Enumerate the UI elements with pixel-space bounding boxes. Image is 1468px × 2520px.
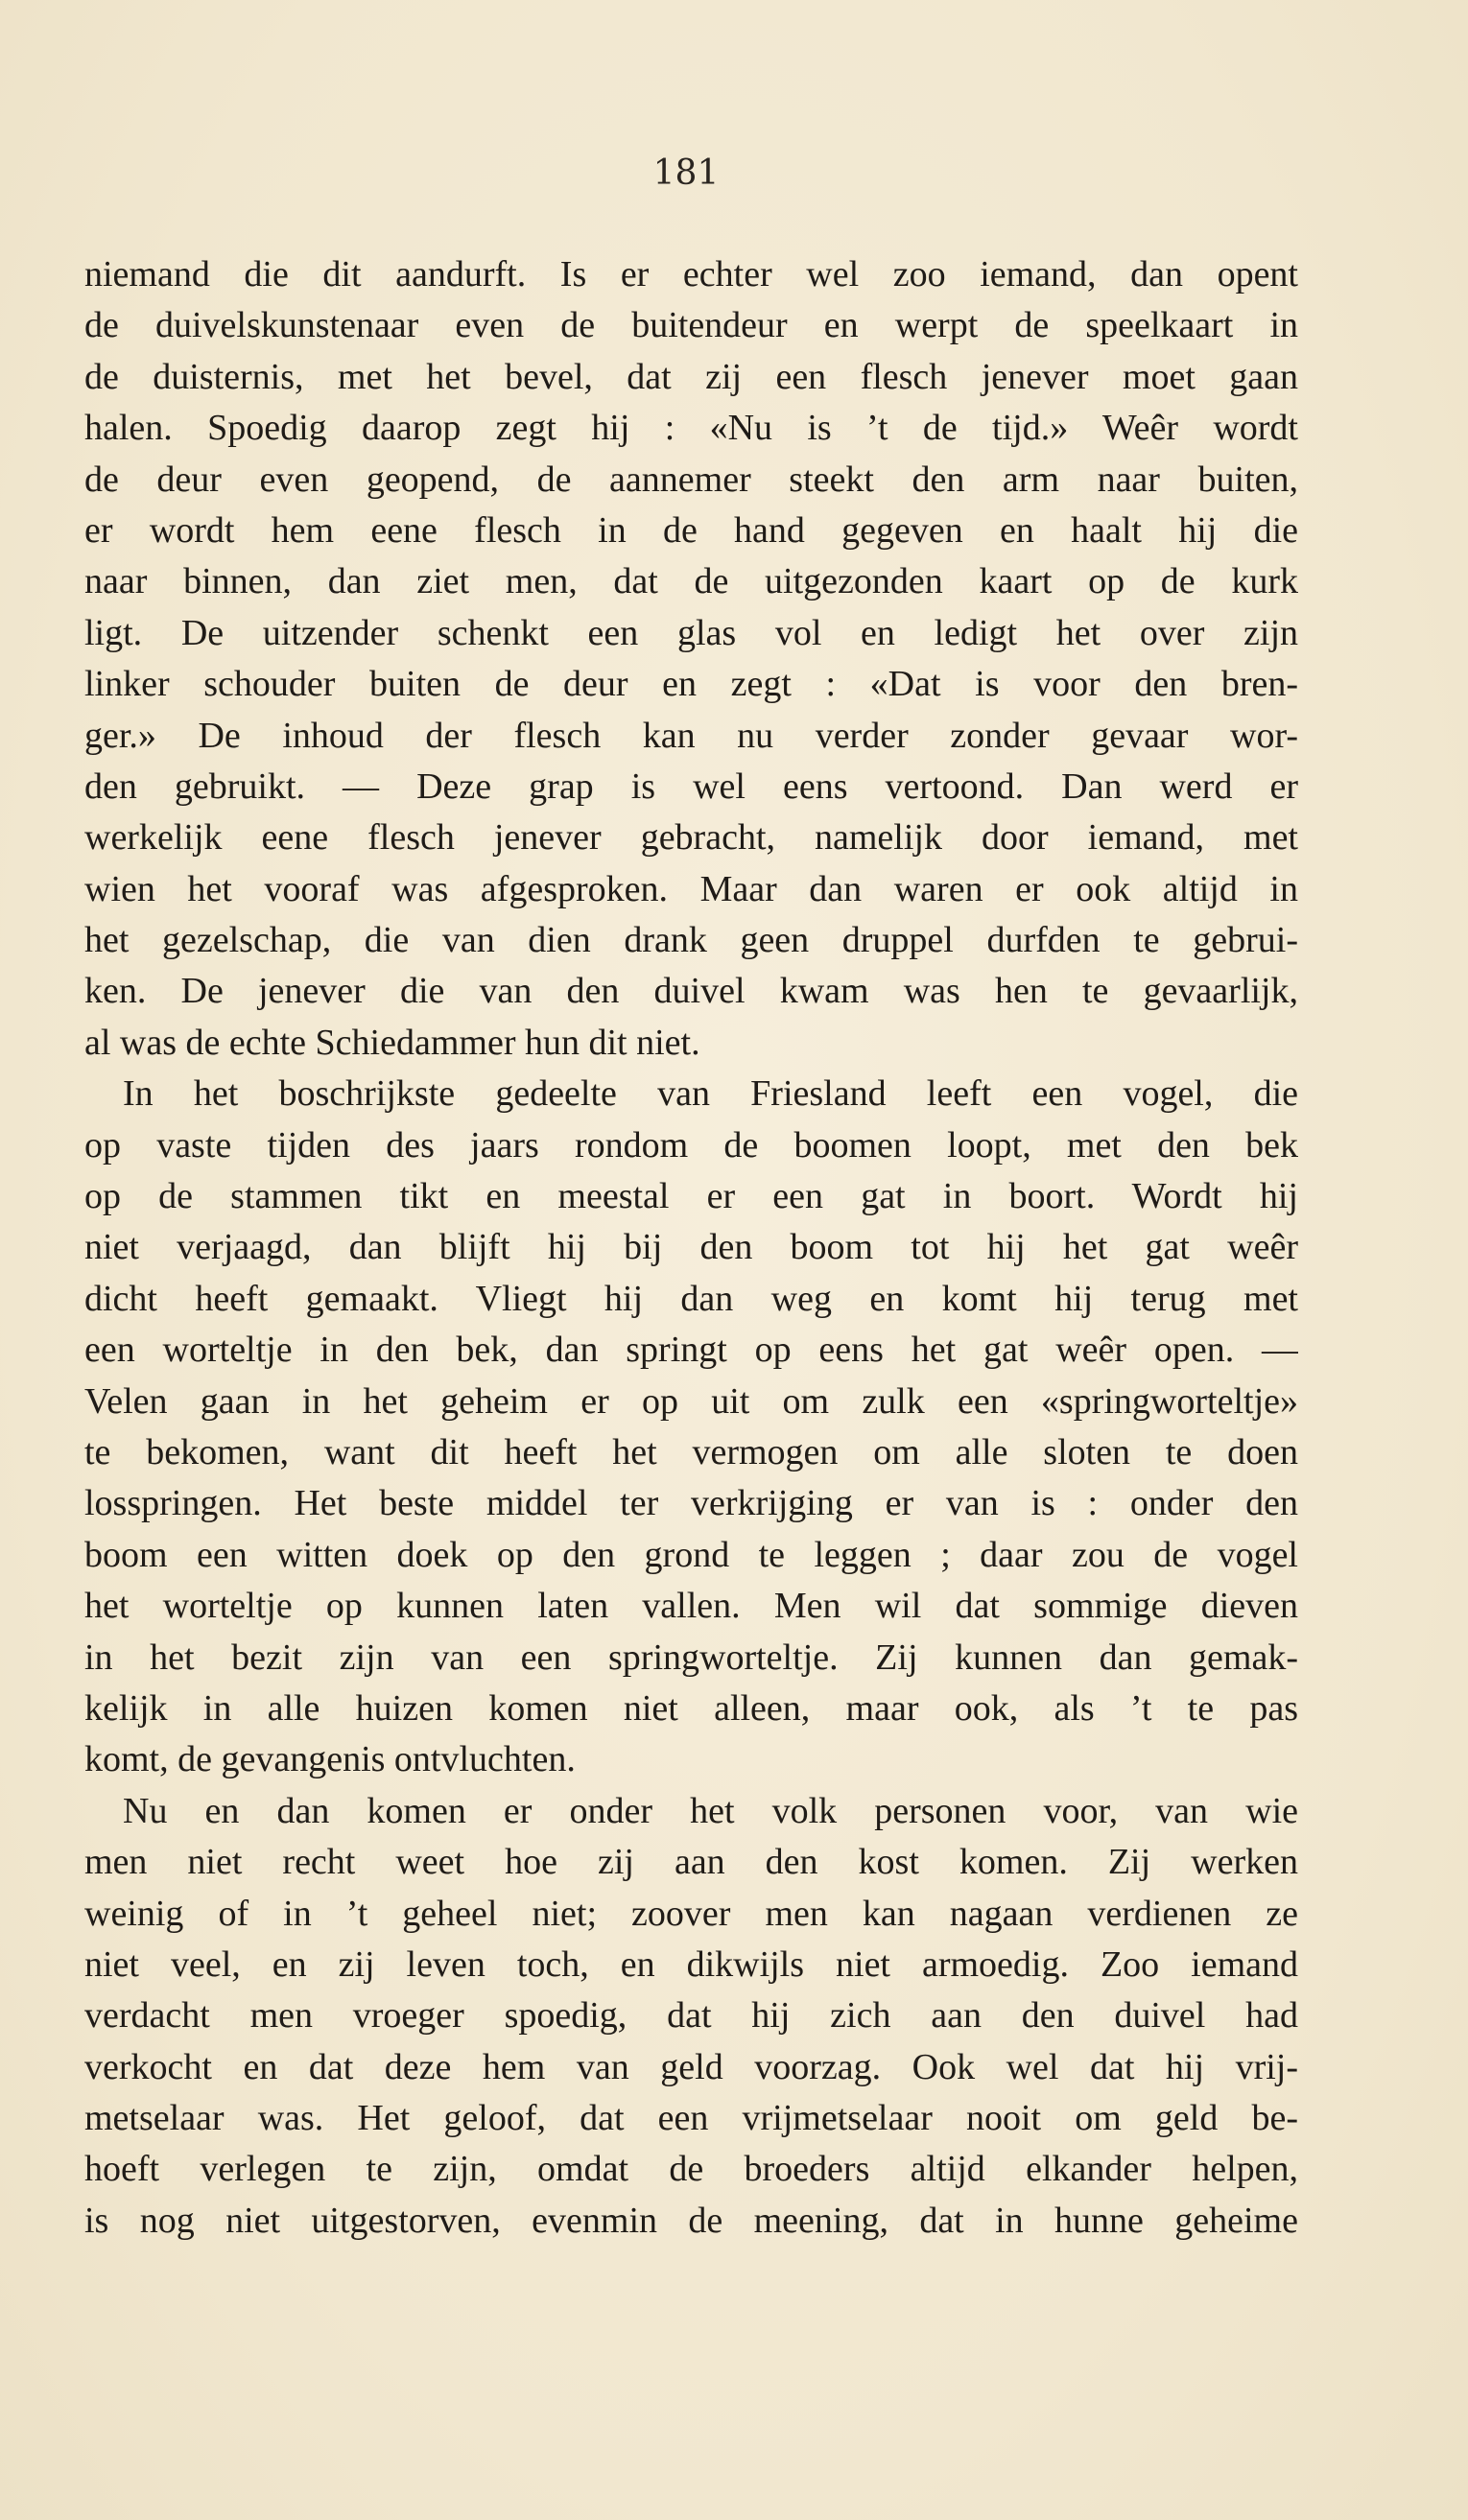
- text-line: er wordt hem eene flesch in de hand gegeven en haalt hij die: [84, 509, 1298, 551]
- text-line: weinig of in ’t geheel niet; zoover men kan nagaan verdienen ze: [84, 1893, 1298, 1934]
- text-line: werkelijk eene flesch jenever gebracht, namelijk door iemand, met: [84, 817, 1298, 859]
- text-line: de deur even geopend, de aannemer steekt den arm naar buiten,: [84, 459, 1298, 500]
- text-line: niet verjaagd, dan blijft hij bij den boom tot hij het gat weêr: [84, 1227, 1298, 1268]
- text-line: verkocht en dat deze hem van geld voorzag. Ook wel dat hij vrij-: [84, 2046, 1298, 2087]
- text-line: losspringen. Het beste middel ter verkrijging er van is : onder den: [84, 1483, 1298, 1524]
- text-line: boom een witten doek op den grond te leggen ; daar zou de vogel: [84, 1534, 1298, 1575]
- text-line: halen. Spoedig daarop zegt hij : «Nu is ’t de tijd.» Weêr wordt: [84, 408, 1298, 449]
- text-line: Nu en dan komen er onder het volk personen voor, van wie: [123, 1790, 1298, 1831]
- text-line: ger.» De inhoud der flesch kan nu verder zonder gevaar wor-: [84, 715, 1298, 756]
- text-line: niemand die dit aandurft. Is er echter wel zoo iemand, dan opent: [84, 254, 1298, 294]
- text-line: is nog niet uitgestorven, evenmin de meening, dat in hunne geheime: [84, 2200, 1298, 2241]
- text-line: een worteltje in den bek, dan springt op eens het gat weêr open. —: [84, 1330, 1298, 1371]
- text-line: naar binnen, dan ziet men, dat de uitgezonden kaart op de kurk: [84, 561, 1298, 602]
- text-line: wien het vooraf was afgesproken. Maar dan waren er ook altijd in: [84, 868, 1298, 909]
- text-line: linker schouder buiten de deur en zegt : «Dat is voor den bren-: [84, 664, 1298, 705]
- page-number: 181: [652, 153, 720, 193]
- text-line: komt, de gevangenis ontvluchten.: [84, 1739, 576, 1780]
- text-line: ligt. De uitzender schenkt een glas vol en ledigt het over zijn: [84, 612, 1298, 653]
- text-line: den gebruikt. — Deze grap is wel eens vertoond. Dan werd er: [84, 765, 1298, 807]
- text-line: men niet recht weet hoe zij aan den kost komen. Zij werken: [84, 1842, 1298, 1883]
- text-line: niet veel, en zij leven toch, en dikwijls niet armoedig. Zoo iemand: [84, 1943, 1298, 1985]
- text-line: verdacht men vroeger spoedig, dat hij zich aan den duivel had: [84, 1995, 1298, 2037]
- text-line: op vaste tijden des jaars rondom de boomen loopt, met den bek: [84, 1124, 1298, 1166]
- text-line: ken. De jenever die van den duivel kwam was hen te gevaarlijk,: [84, 971, 1298, 1012]
- text-line: in het bezit zijn van een springworteltje. Zij kunnen dan gemak-: [84, 1637, 1298, 1678]
- text-line: kelijk in alle huizen komen niet alleen, maar ook, als ’t te pas: [84, 1687, 1298, 1729]
- text-line: dicht heeft gemaakt. Vliegt hij dan weg en komt hij terug met: [84, 1278, 1298, 1319]
- text-line: metselaar was. Het geloof, dat een vrijmetselaar nooit om geld be-: [84, 2098, 1298, 2139]
- text-line: de duivelskunstenaar even de buitendeur en werpt de speelkaart in: [84, 305, 1298, 346]
- text-line: al was de echte Schiedammer hun dit niet.: [84, 1022, 700, 1063]
- text-line: te bekomen, want dit heeft het vermogen om alle sloten te doen: [84, 1431, 1298, 1472]
- text-line: Velen gaan in het geheim er op uit om zulk een «springworteltje»: [84, 1380, 1298, 1422]
- text-line: de duisternis, met het bevel, dat zij een flesch jenever moet gaan: [84, 356, 1298, 397]
- text-line: hoeft verlegen te zijn, omdat de broeders altijd elkander helpen,: [84, 2149, 1298, 2190]
- text-line: op de stammen tikt en meestal er een gat in boort. Wordt hij: [84, 1176, 1298, 1217]
- text-line: In het boschrijkste gedeelte van Friesland leeft een vogel, die: [123, 1073, 1298, 1115]
- text-line: het gezelschap, die van dien drank geen druppel durfden te gebrui-: [84, 920, 1298, 961]
- body-text: [84, 249, 1298, 2247]
- text-line: het worteltje op kunnen laten vallen. Men wil dat sommige dieven: [84, 1586, 1298, 1627]
